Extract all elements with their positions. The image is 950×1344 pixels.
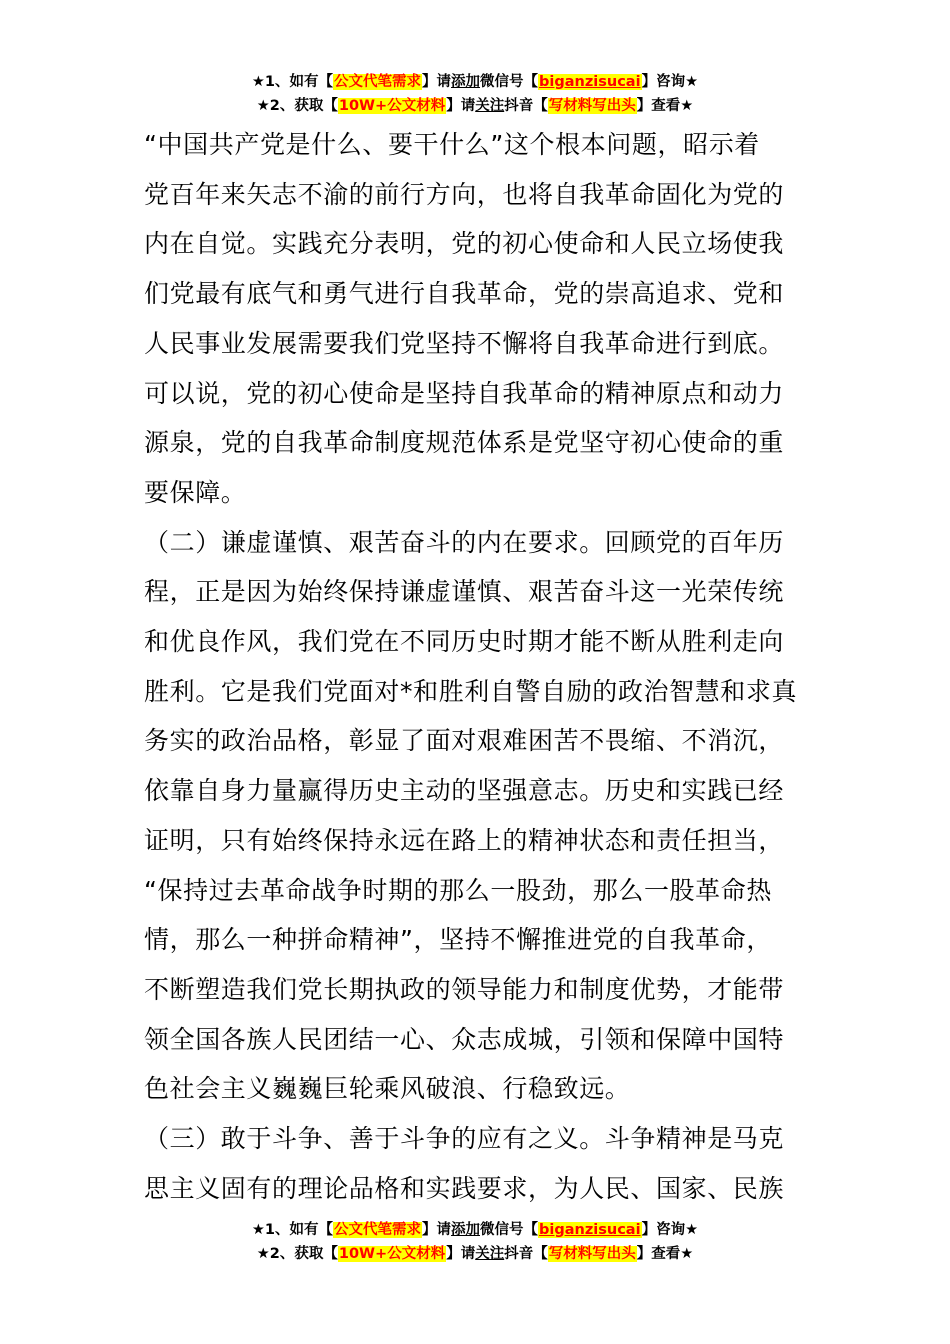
promo-text: ★1、如有【: [251, 74, 334, 90]
promo-text: 微信号【: [480, 1222, 539, 1238]
promo-wechat-id: biganzisucai: [539, 74, 641, 90]
promo-highlight: 公文代笔需求: [334, 1222, 422, 1238]
text-line: 不断塑造我们党长期执政的领导能力和制度优势，才能带: [144, 974, 785, 1004]
text-line: 党百年来矢志不渝的前行方向，也将自我革命固化为党的: [144, 179, 785, 209]
promo-text: 】查看★: [636, 1246, 694, 1262]
text-line: 务实的政治品格，彰显了面对艰难困苦不畏缩、不消沉，: [144, 726, 785, 756]
text-line: 要保障。: [144, 477, 247, 507]
promo-text: 抖音【: [504, 98, 548, 114]
promo-text: ★2、获取【: [256, 1246, 338, 1262]
promo-highlight: 公文代笔需求: [334, 74, 422, 90]
promo-douyin-id: 写材料写出头: [548, 98, 636, 114]
promo-text: 】咨询★: [641, 1222, 699, 1238]
promo-wechat-id: biganzisucai: [539, 1222, 641, 1238]
text-line: 内在自觉。实践充分表明，党的初心使命和人民立场使我: [144, 229, 785, 259]
text-line: 可以说，党的初心使命是坚持自我革命的精神原点和动力: [144, 378, 785, 408]
promo-douyin-id: 写材料写出头: [548, 1246, 636, 1262]
promo-line-2: [0, 94, 950, 118]
promo-text: 】请: [446, 1246, 476, 1262]
section-heading-line: （三）敢于斗争、善于斗争的应有之义。斗争精神是马克: [144, 1124, 785, 1154]
text-line: 们党最有底气和勇气进行自我革命，党的崇高追求、党和: [144, 279, 785, 309]
text-line: 思主义固有的理论品格和实践要求，为人民、国家、民族: [144, 1173, 785, 1203]
text-line: 胜利。它是我们党面对*和胜利自警自励的政治智慧和求真: [144, 676, 798, 706]
promo-line-1: [0, 70, 950, 94]
promo-text-underlined: 关注: [475, 98, 505, 114]
text-line: 人民事业发展需要我们党坚持不懈将自我革命进行到底。: [144, 328, 785, 358]
document-body: [144, 120, 810, 1213]
promo-text-underlined: 添加: [451, 1222, 481, 1238]
text-line: 情，那么一种拼命精神”，坚持不懈推进党的自我革命，: [144, 925, 772, 955]
text-line: 色社会主义巍巍巨轮乘风破浪、行稳致远。: [144, 1074, 631, 1104]
text-line: 依靠自身力量赢得历史主动的坚强意志。历史和实践已经: [144, 776, 785, 806]
promo-text: 抖音【: [504, 1246, 548, 1262]
text-line: “保持过去革命战争时期的那么一股劲，那么一股革命热: [144, 875, 772, 905]
promo-text: 】请: [422, 74, 452, 90]
text-line: 证明，只有始终保持永远在路上的精神状态和责任担当，: [144, 825, 785, 855]
promo-text: 微信号【: [480, 74, 539, 90]
promo-highlight: 10W+公文材料: [338, 98, 446, 114]
promo-text: ★1、如有【: [251, 1222, 334, 1238]
text-line: 程，正是因为始终保持谦虚谨慎、艰苦奋斗这一光荣传统: [144, 577, 785, 607]
promo-text: 】请: [422, 1222, 452, 1238]
promo-text: 】查看★: [636, 98, 694, 114]
top-promo-banner: [0, 70, 950, 118]
promo-line-2: [0, 1242, 950, 1266]
text-line: 源泉，党的自我革命制度规范体系是党坚守初心使命的重: [144, 428, 785, 458]
promo-text-underlined: 关注: [475, 1246, 505, 1262]
text-line: “中国共产党是什么、要干什么”这个根本问题，昭示着: [144, 130, 760, 159]
section-heading-line: （二）谦虚谨慎、艰苦奋斗的内在要求。回顾党的百年历: [144, 527, 785, 557]
promo-line-1: [0, 1218, 950, 1242]
promo-highlight: 10W+公文材料: [338, 1246, 446, 1262]
promo-text: 】请: [446, 98, 476, 114]
promo-text: ★2、获取【: [256, 98, 338, 114]
promo-text-underlined: 添加: [451, 74, 481, 90]
promo-text: 】咨询★: [641, 74, 699, 90]
text-line: 和优良作风，我们党在不同历史时期才能不断从胜利走向: [144, 627, 785, 657]
bottom-promo-banner: [0, 1218, 950, 1266]
text-line: 领全国各族人民团结一心、众志成城，引领和保障中国特: [144, 1024, 785, 1054]
